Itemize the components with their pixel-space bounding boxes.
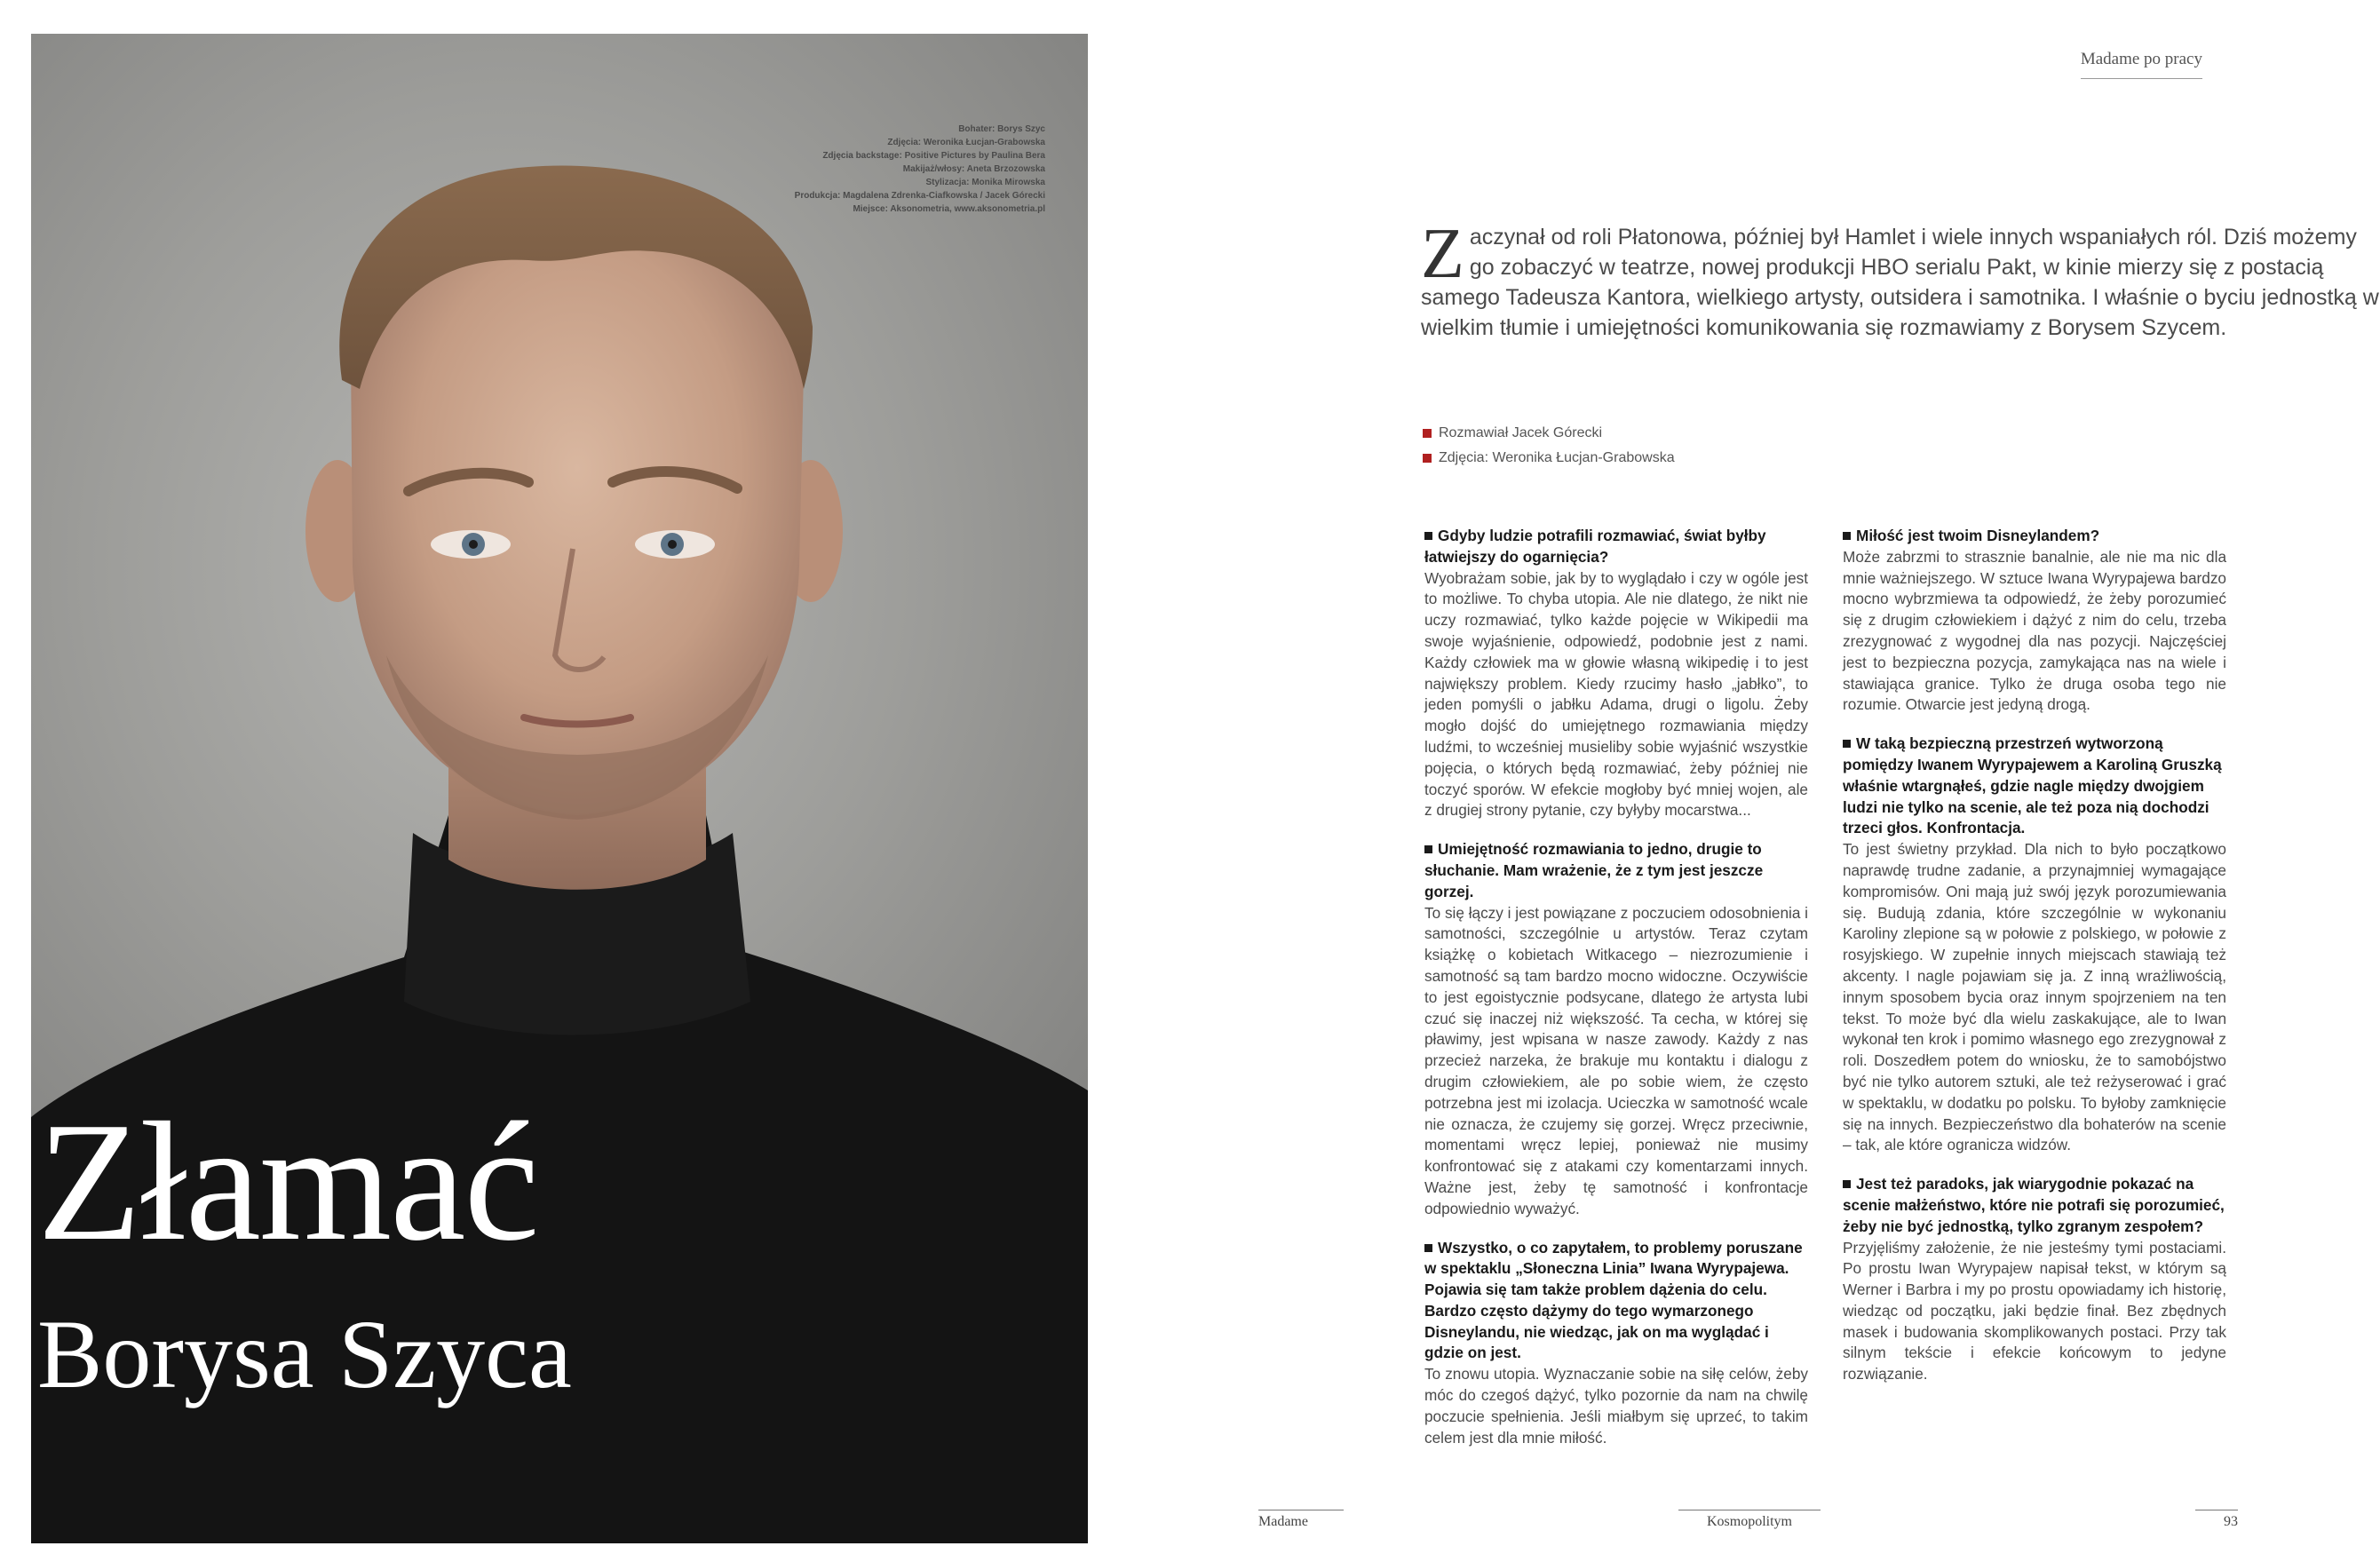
square-bullet-icon [1424, 845, 1432, 853]
interview-answer: Wyobrażam sobie, jak by to wyglądało i czy w ogóle jest to możliwe. To chyba utopia. Ale nie dlatego, że nikt nie uczy rozmawiać, tylko każde pojęcie w Wikipedii ma swoje wyjaśnienie, odpowiedź, podobnie jest z nami. Każdy człowiek ma w głowie własną wikipedię i to jest największy problem. Kiedy rzucimy hasło „jabłko”, to jeden pomyśli o jabłku Adama, drugi o ligolu. Żeby mogło dojść do umiejętnego rozmawiania między ludźmi, to wcześniej musieliby sobie wyjaśnić wszystkie pojęcia, o których będą rozmawiać, żeby później nie toczyć sporów. W efekcie mogłoby być mniej wojen, ale z drugiej strony pytanie, czy byłyby mocarstwa... [1424, 568, 1808, 820]
footer-section-name: Kosmopolitym [1678, 1510, 1821, 1530]
page-number: 93 [2195, 1510, 2238, 1530]
interview-question [1424, 1238, 1808, 1365]
lead-paragraph [1421, 215, 2380, 343]
interview-question [1843, 733, 2226, 839]
interview-question [1843, 1174, 2226, 1237]
byline-photos-row [1423, 446, 1675, 471]
square-bullet-icon [1843, 740, 1851, 748]
credit-line: Makijaż/włosy: Aneta Brzozowska [902, 164, 1045, 174]
question-text: W taką bezpieczną przestrzeń wytworzoną pomiędzy Iwanem Wyrypajewem a Karoliną Gruszką właśnie wtargnąłeś, gdzie nagle między dwojgiem ludzi nie tylko na scenie, ale też poza nią dochodzi trzeci głos. Konfrontacja. [1843, 734, 2222, 837]
credit-line: Bohater: Borys Szyc [958, 124, 1045, 134]
red-square-bullet [1423, 454, 1432, 463]
credit-line: Produkcja: Magdalena Zdrenka-Ciafkowska / Jacek Górecki [794, 191, 1045, 201]
question-text: Wszystko, o co zapytałem, to problemy poruszane w spektaklu „Słoneczna Linia” Iwana Wyrypajewa. Pojawia się tam także problem dążenia do celu. Bardzo często dążymy do tego wymarzonego Disneylandu, nie wiedząc, jak on ma wyglądać i gdzie on jest. [1424, 1238, 1803, 1362]
square-bullet-icon [1843, 532, 1851, 540]
interview-question [1843, 526, 2226, 547]
interview-question [1424, 526, 1808, 568]
article-column-1 [1424, 526, 1808, 1466]
article-column-2 [1843, 526, 2226, 1403]
question-text: Jest też paradoks, jak wiarygodnie pokazać na scenie małżeństwo, które nie potrafi się porozumieć, żeby nie być jednostką, tylko zgranym zespołem? [1843, 1175, 2225, 1235]
credit-line: Stylizacja: Monika Mirowska [925, 178, 1045, 187]
drop-cap: Z [1421, 215, 1464, 293]
interview-answer: Może zabrzmi to strasznie banalnie, ale nie ma nic dla mnie ważniejszego. W sztuce Iwana Wyrypajewa bardzo mocno wybrzmiewa ta odpowiedź, że żeby porozumieć się z drugim człowiekiem i dążyć z nim do celu, trzeba zrezygnować z wygodnej dla nas pozycji. Najczęściej jest to bezpieczna pozycja, zamykająca nas na wiele i stawiająca granice. Tylko że druga osoba tego nie rozumie. Otwarcie jest jedyną drogą. [1843, 547, 2226, 714]
credit-line: Miejsce: Aksonometria, www.aksonometria.pl [853, 204, 1045, 214]
byline [1423, 421, 1675, 471]
square-bullet-icon [1843, 1180, 1851, 1188]
square-bullet-icon [1424, 1244, 1432, 1252]
interview-answer: To jest świetny przykład. Dla nich to było początkowo naprawdę trudne zadanie, a przynajmniej wymagające kompromisów. Oni mają już swój język porozumiewania się. Budują zdania, które szczególnie w wykonaniu Karoliny zlepione są w połowie z polskiego, w połowie z rosyjskiego. W zupełnie innych miejscach stawiają też akcenty. I nagle pojawiam się ja. Z inną wrażliwością, innym sposobem bycia oraz innym spojrzeniem na ten tekst. To może być dla wielu zaskakujące, ale to Iwan wykonał ten krok i pomimo własnego ego zrezygnował z roli. Doszedłem potem do wniosku, że to samobójstwo być nie tylko autorem sztuki, ale też reżyserować i grać w spektaklu, w dodatku po polsku. To byłoby zamknięcie się na innych. Bezpieczeństwo dla bohaterów na scenie – tak, ale które ogranicza widzów. [1843, 840, 2226, 1154]
interview-answer: To się łączy i jest powiązane z poczuciem odosobnienia i samotności, szczególnie u artystów. Teraz czytam książkę o kobietach Witkacego – niezrozumienie i samotność są tam bardzo mocno widoczne. Oczywiście to jest egoistycznie podsycane, dlatego że artysta lubi czuć się inaczej niż większość. Ta cecha, w której się pławimy, jest wpisana w nasze zawody. Każdy z nas przecież narzeka, że brakuje mu kontaktu i dialogu z drugim człowiekiem, ale po sobie wiem, że często potrzebna jest mi izolacja. Ucieczka w samotność wcale nie oznacza, że czujemy się gorzej. Wręcz przeciwnie, momentami wręcz lepiej, ponieważ nie musimy konfrontować się z atakami czy komentarzami innych. Ważne jest, żeby tę samotność i konfrontacje odpowiednio wyważyć. [1424, 903, 1808, 1217]
photo-credits [583, 123, 1045, 216]
interview-answer: Przyjęliśmy założenie, że nie jesteśmy tymi postaciami. Po prostu Iwan Wyrypajew napisał tekst, w którym są Werner i Barbra i my po prostu opowiadamy ich historię, wiedząc od początku, jaki będzie finał. Bez zbędnych masek i budowania skomplikowanych postaci. Przy tak silnym tekście i efekcie końcowym to jedyne rozwiązanie. [1843, 1238, 2226, 1384]
credit-line: Zdjęcia backstage: Positive Pictures by Paulina Bera [822, 151, 1045, 161]
question-text: Miłość jest twoim Disneylandem? [1856, 527, 2100, 544]
section-label: Madame po pracy [2081, 50, 2202, 79]
square-bullet-icon [1424, 532, 1432, 540]
footer-magazine-name: Madame [1258, 1510, 1344, 1530]
red-square-bullet [1423, 429, 1432, 438]
question-text: Gdyby ludzie potrafili rozmawiać, świat byłby łatwiejszy do ogarnięcia? [1424, 527, 1766, 566]
byline-interviewer-row [1423, 421, 1675, 446]
article-title: Złamać [37, 1087, 538, 1276]
article-subtitle: Borysa Szyca [37, 1300, 572, 1408]
lead-text: aczynał od roli Płatonowa, później był Hamlet i wiele innych wspaniałych ról. Dziś możemy go zobaczyć w teatrze, nowej produkcji HBO serialu Pakt, w kinie mierzy się z postacią samego Tadeusza Kantora, wielkiego artysty, outsidera i samotnika. I właśnie o byciu jednostką w wielkim tłumie i umiejętności komunikowania się rozmawiamy z Borysem Szycem. [1421, 225, 2379, 340]
byline-interviewer: Rozmawiał Jacek Górecki [1439, 425, 1603, 440]
byline-photos: Zdjęcia: Weronika Łucjan-Grabowska [1439, 450, 1675, 465]
interview-answer: To znowu utopia. Wyznaczanie sobie na siłę celów, żeby móc do czegoś dążyć, tylko pozornie da nam na chwilę poczucie spełnienia. Jeśli miałbym się uprzeć, to takim celem jest dla mnie miłość. [1424, 1365, 1808, 1447]
credit-line: Zdjęcia: Weronika Łucjan-Grabowska [887, 138, 1045, 147]
question-text: Umiejętność rozmawiania to jedno, drugie to słuchanie. Mam wrażenie, że z tym jest jeszcze gorzej. [1424, 840, 1764, 900]
interview-question [1424, 839, 1808, 902]
